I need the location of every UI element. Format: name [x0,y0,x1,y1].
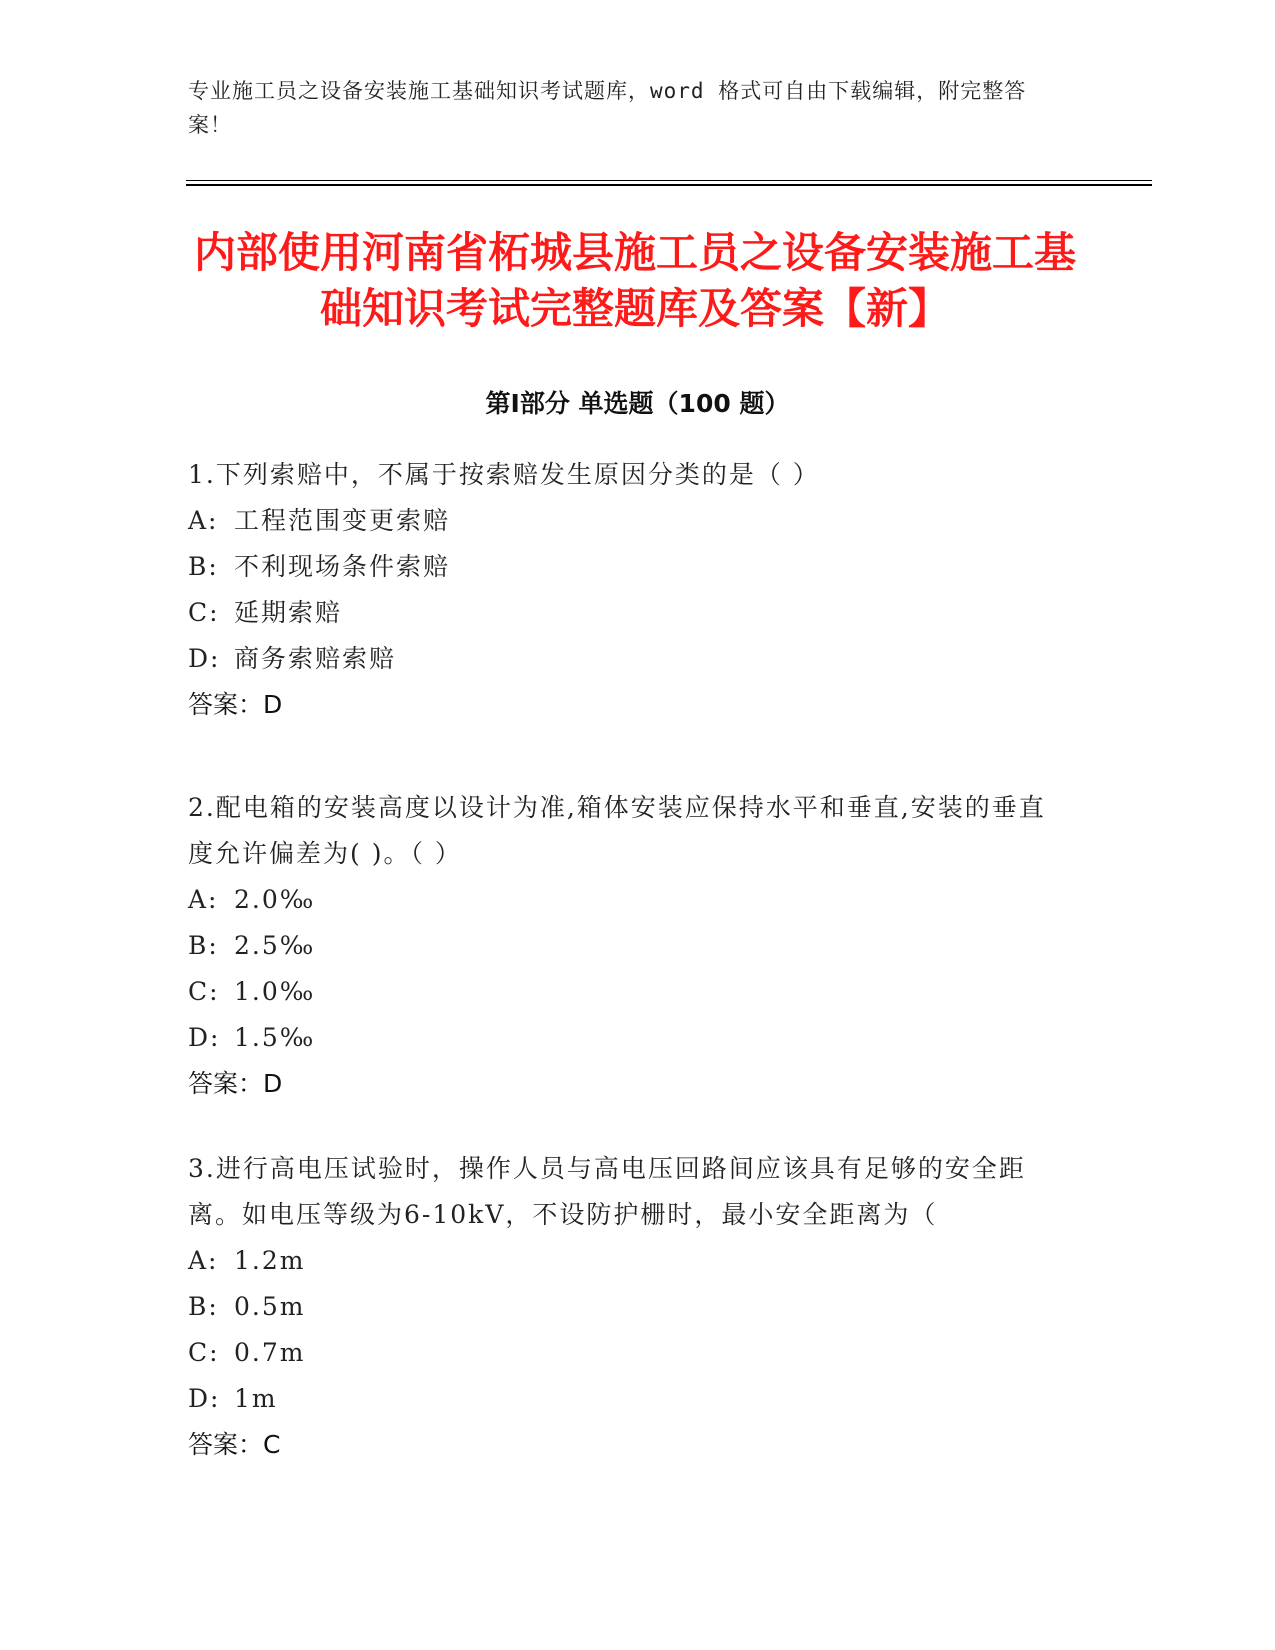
option-text: 不利现场条件索赔 [234,552,451,581]
option-key: A: [188,885,219,914]
option-b [188,1284,1068,1330]
option-text: 0.7m [234,1338,306,1367]
option-a [188,1238,1068,1284]
option-d [188,636,1068,682]
option-text: 1.2m [234,1246,306,1275]
answer: 答案：D [188,1069,283,1098]
option-text: 2.5‰ [234,931,316,960]
option-key: A: [188,1246,219,1275]
option-text: 1.0‰ [234,977,316,1006]
option-key: C: [188,598,220,627]
answer: 答案：D [188,690,283,719]
header-note: 专业施工员之设备安装施工基础知识考试题库，word 格式可自由下载编辑，附完整答案！ [188,79,1027,137]
option-key: D: [188,644,221,673]
question-3 [188,1146,1068,1468]
option-text: 0.5m [234,1292,306,1321]
option-text: 工程范围变更索赔 [234,506,451,535]
option-key: C: [188,1338,220,1367]
option-a [188,877,1068,923]
option-b [188,923,1068,969]
option-key: D: [188,1023,221,1052]
option-key: C: [188,977,220,1006]
option-key: D: [188,1384,221,1413]
option-text: 1.5‰ [234,1023,316,1052]
option-key: B: [188,931,219,960]
question-stem: 1.下列索赔中，不属于按索赔发生原因分类的是（ ） [188,460,820,489]
option-text: 2.0‰ [234,885,316,914]
question-stem: 2.配电箱的安装高度以设计为准,箱体安装应保持水平和垂直,安装的垂直度允许偏差为( )。（ ） [188,793,1046,868]
header-rule-thick [186,184,1152,186]
option-c [188,590,1068,636]
answer: 答案：C [188,1430,281,1459]
option-d [188,1376,1068,1422]
header-rule [186,180,1152,181]
option-key: B: [188,552,219,581]
option-text: 商务索赔索赔 [234,644,397,673]
option-key: A: [188,506,219,535]
document-title: 内部使用河南省柘城县施工员之设备安装施工基础知识考试完整题库及答案【新】 [193,228,1076,333]
option-c [188,1330,1068,1376]
section-heading: 第Ⅰ部分 单选题（100 题） [485,389,790,418]
option-d [188,1015,1068,1061]
option-text: 1m [234,1384,278,1413]
option-b [188,544,1068,590]
option-text: 延期索赔 [234,598,343,627]
question-stem: 3.进行高电压试验时，操作人员与高电压回路间应该具有足够的安全距离。如电压等级为6-10kV，不设防护栅时，最小安全距离为（ [188,1154,1026,1229]
question-2 [188,785,1068,1107]
option-a [188,498,1068,544]
option-key: B: [188,1292,219,1321]
question-1 [188,452,1068,728]
option-c [188,969,1068,1015]
